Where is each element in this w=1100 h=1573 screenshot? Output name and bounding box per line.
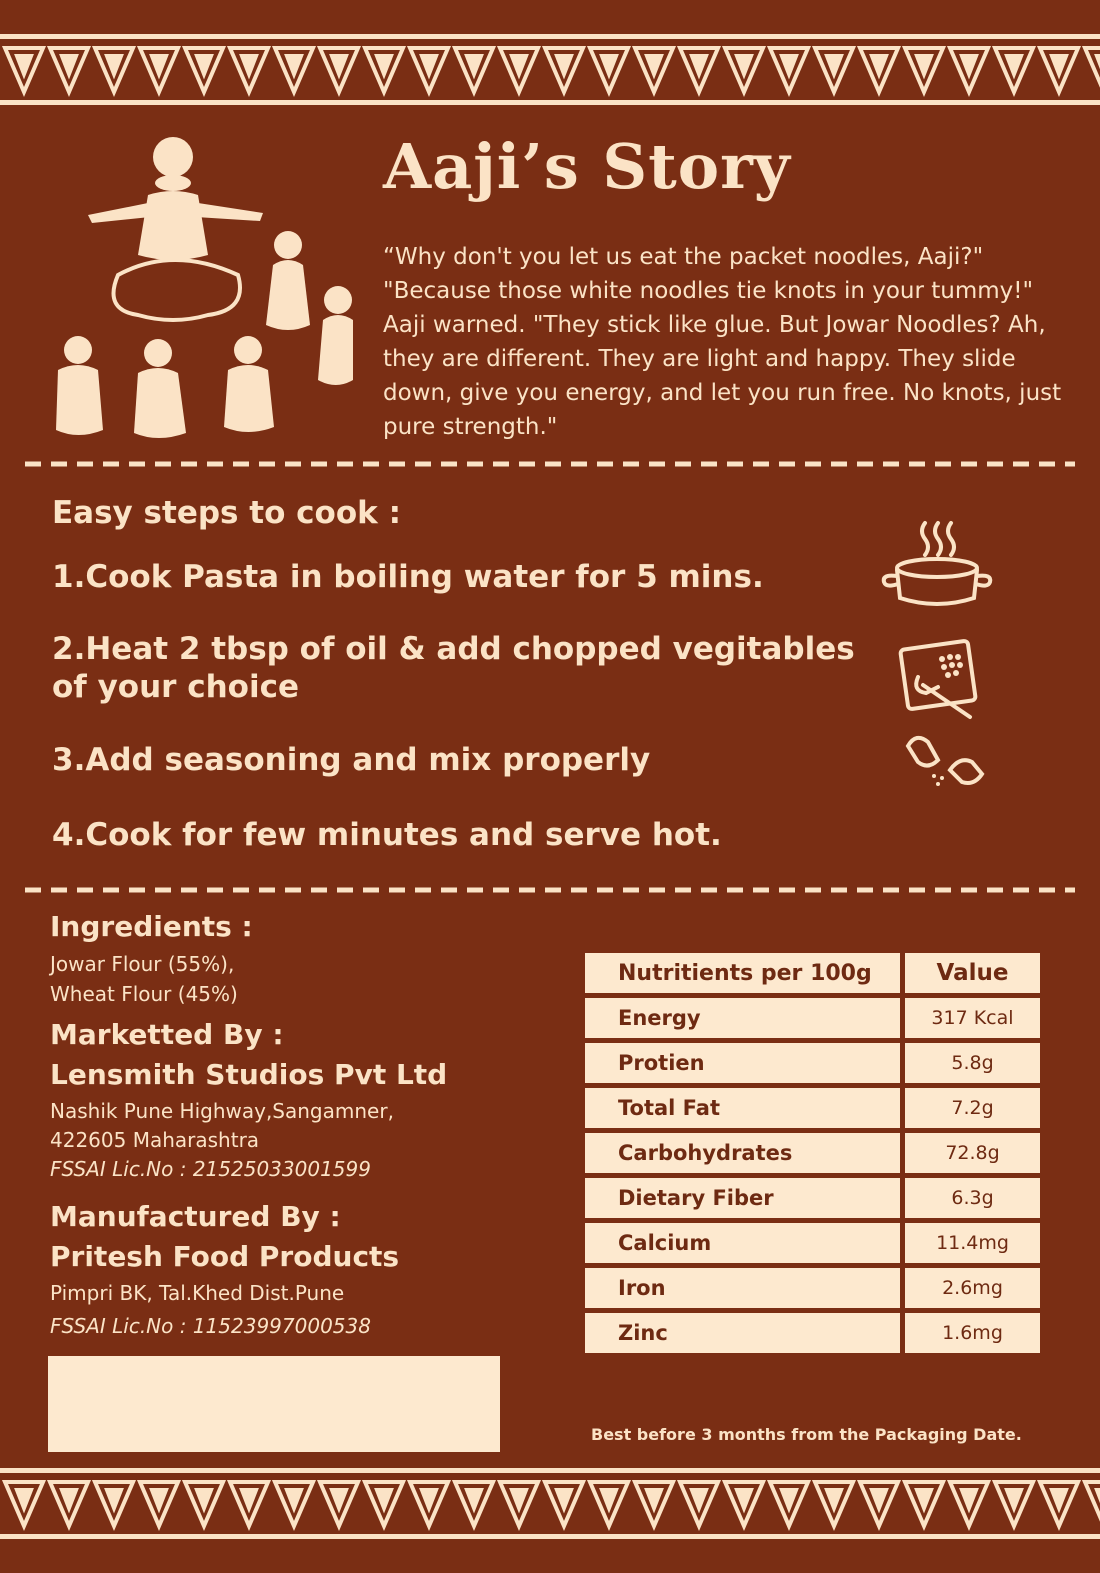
nutrition-row	[585, 1223, 1040, 1263]
triangle-motif-inner	[62, 56, 76, 74]
marketer-address: 422605 Maharashtra	[50, 1128, 260, 1152]
marketer-address: Nashik Pune Highway,Sangamner,	[50, 1099, 394, 1123]
cooking-pot-icon	[880, 518, 995, 613]
cooking-steps-heading: Easy steps to cook :	[52, 495, 401, 531]
ingredient-item: Jowar Flour (55%),	[50, 952, 235, 976]
triangle-motif-inner	[962, 56, 976, 74]
nutrition-row	[585, 998, 1040, 1038]
aaji-children-illustration	[48, 135, 368, 445]
nutrient-name: Carbohydrates	[585, 1133, 900, 1173]
triangle-motif-inner	[512, 1490, 526, 1508]
triangle-motif-inner	[737, 56, 751, 74]
triangle-motif-inner	[152, 56, 166, 74]
nutrient-name: Total Fat	[585, 1088, 900, 1128]
triangle-motif-inner	[1007, 56, 1021, 74]
nutrition-row	[585, 1088, 1040, 1128]
nutrition-row	[585, 1043, 1040, 1083]
triangle-motif-inner	[872, 56, 886, 74]
triangle-motif-inner	[377, 56, 391, 74]
triangle-motif-inner	[422, 56, 436, 74]
nutrient-value: 6.3g	[905, 1178, 1040, 1218]
triangle-motif-inner	[917, 56, 931, 74]
triangle-motif-inner	[287, 1490, 301, 1508]
manufacturer-address: Pimpri BK, Tal.Khed Dist.Pune	[50, 1281, 345, 1305]
nutrition-header-row	[585, 953, 1040, 993]
triangle-motif-inner	[107, 56, 121, 74]
manufacturer-name: Pritesh Food Products	[50, 1240, 400, 1273]
nutrient-name: Iron	[585, 1268, 900, 1308]
triangle-motif-inner	[467, 1490, 481, 1508]
top-triangle-border	[0, 34, 1100, 114]
story-text: “Why don't you let us eat the packet noodles, Aaji?" "Because those white noodles tie knots in your tummy!" Aaji warned. "They stick like glue. But Jowar Noodles? Ah, they are different. They are light and happy. They slide down, give you energy, and let you run free. No knots, just pure strength."	[383, 244, 1062, 440]
triangle-motif-inner	[647, 1490, 661, 1508]
nutrient-name: Protien	[585, 1043, 900, 1083]
nutrient-name: Dietary Fiber	[585, 1178, 900, 1218]
marketer-fssai: FSSAI Lic.No : 21525033001599	[50, 1157, 371, 1181]
triangle-motif-inner	[692, 56, 706, 74]
nutrient-value: 7.2g	[905, 1088, 1040, 1128]
triangle-motif-inner	[17, 56, 31, 74]
triangle-motif-inner	[647, 56, 661, 74]
triangle-motif-inner	[17, 1490, 31, 1508]
triangle-motif-inner	[1007, 1490, 1021, 1508]
triangle-motif-inner	[242, 1490, 256, 1508]
nutrition-table	[580, 948, 1045, 1358]
manufactured-by-heading: Manufactured By :	[50, 1200, 341, 1233]
nutrition-row	[585, 1178, 1040, 1218]
triangle-motif-inner	[782, 56, 796, 74]
triangle-motif-inner	[197, 56, 211, 74]
nutrient-value: 317 Kcal	[905, 998, 1040, 1038]
triangle-motif-inner	[422, 1490, 436, 1508]
manufacturer-fssai: FSSAI Lic.No : 11523997000538	[50, 1314, 371, 1338]
nutrient-name: Calcium	[585, 1223, 900, 1263]
triangle-motif-inner	[962, 1490, 976, 1508]
triangle-motif-inner	[782, 1490, 796, 1508]
triangle-motif-inner	[287, 56, 301, 74]
nutrient-value: 72.8g	[905, 1133, 1040, 1173]
dashed-divider	[25, 460, 1075, 468]
bottom-triangle-border	[0, 1468, 1100, 1548]
nutrient-value: 1.6mg	[905, 1313, 1040, 1353]
nutrition-row	[585, 1313, 1040, 1353]
triangle-motif-inner	[557, 1490, 571, 1508]
ingredient-item: Wheat Flour (45%)	[50, 982, 238, 1006]
nutrition-row	[585, 1268, 1040, 1308]
triangle-motif-inner	[827, 1490, 841, 1508]
triangle-motif-inner	[197, 1490, 211, 1508]
triangle-motif-inner	[62, 1490, 76, 1508]
nutrition-row	[585, 1133, 1040, 1173]
nutrient-value: 11.4mg	[905, 1223, 1040, 1263]
triangle-motif-inner	[242, 56, 256, 74]
page-title: Aaji’s Story	[383, 130, 791, 203]
nutrient-value: 2.6mg	[905, 1268, 1040, 1308]
marketed-by-heading: Marketted By :	[50, 1018, 284, 1051]
nutrition-header-value: Value	[905, 953, 1040, 993]
batch-info-box	[48, 1356, 500, 1452]
triangle-motif-inner	[692, 1490, 706, 1508]
best-before-note: Best before 3 months from the Packaging Date.	[591, 1425, 1022, 1444]
triangle-motif-inner	[332, 1490, 346, 1508]
triangle-motif-inner	[602, 56, 616, 74]
triangle-motif-inner	[1052, 1490, 1066, 1508]
triangle-motif-inner	[557, 56, 571, 74]
triangle-motif-inner	[917, 1490, 931, 1508]
salt-pepper-shaker-icon	[898, 730, 988, 795]
dashed-divider	[25, 886, 1075, 894]
cooking-step-1: 1.Cook Pasta in boiling water for 5 mins.	[52, 559, 764, 595]
chopping-board-icon	[898, 635, 988, 725]
triangle-motif-inner	[872, 1490, 886, 1508]
triangle-motif-inner	[602, 1490, 616, 1508]
triangle-motif-inner	[512, 56, 526, 74]
triangle-motif-inner	[1052, 56, 1066, 74]
triangle-motif-inner	[467, 56, 481, 74]
triangle-motif-inner	[152, 1490, 166, 1508]
cooking-step-3: 3.Add seasoning and mix properly	[52, 742, 651, 778]
nutrition-header-nutrient: Nutritients per 100g	[585, 953, 900, 993]
triangle-motif-inner	[377, 1490, 391, 1508]
triangle-motif-inner	[107, 1490, 121, 1508]
triangle-motif-inner	[332, 56, 346, 74]
triangle-motif-inner	[737, 1490, 751, 1508]
nutrient-name: Zinc	[585, 1313, 900, 1353]
cooking-step-2: 2.Heat 2 tbsp of oil & add chopped vegitables of your choice	[52, 631, 855, 705]
marketer-name: Lensmith Studios Pvt Ltd	[50, 1058, 448, 1091]
nutrient-value: 5.8g	[905, 1043, 1040, 1083]
triangle-motif-inner	[827, 56, 841, 74]
cooking-step-4: 4.Cook for few minutes and serve hot.	[52, 817, 722, 853]
ingredients-heading: Ingredients :	[50, 910, 253, 943]
nutrient-name: Energy	[585, 998, 900, 1038]
